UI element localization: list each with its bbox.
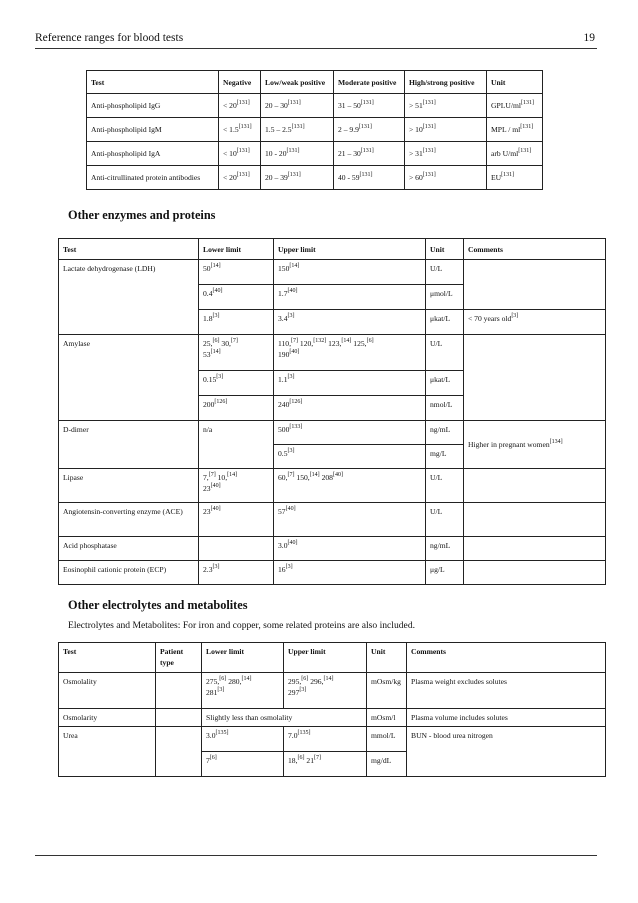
citation[interactable]: [40] [287,540,298,546]
citation[interactable]: [14] [210,263,221,269]
col-header: Test [59,239,199,260]
citation[interactable]: [3] [212,564,220,570]
cell: μkat/L [426,371,464,396]
citation[interactable]: [131] [358,124,372,130]
test-name: Osmolality [59,673,156,709]
citation[interactable]: [131] [236,100,250,106]
cell: 150[14] [274,260,426,285]
cell: > 60[131] [405,166,487,190]
citation[interactable]: [131] [287,100,301,106]
cell: 40 - 59[131] [334,166,405,190]
citation[interactable]: [7] [314,755,321,761]
citation[interactable]: [135] [297,730,311,736]
cell: 295,[6] 296,[14] 297[3] [284,673,367,709]
table-header-row [59,643,606,673]
running-title: Reference ranges for blood tests [35,32,184,44]
cell: 57[40] [274,503,426,537]
col-header: Upper limit [284,643,367,673]
citation[interactable]: [7] [287,472,295,478]
citation[interactable]: [14] [210,349,221,355]
cell: mOsm/l [367,709,407,727]
test-name: Angiotensin-converting enzyme (ACE) [59,503,199,537]
test-name: Anti-phospholipid IgA [87,142,219,166]
citation[interactable]: [131] [360,100,374,106]
citation[interactable]: [14] [323,676,334,682]
enzymes-table [58,238,606,585]
citation[interactable]: [14] [227,472,238,478]
col-header: Test [59,643,156,673]
cell [464,503,606,537]
citation[interactable]: [40] [210,483,221,489]
cell: MPL / ml[131] [487,118,543,142]
cell [464,335,606,421]
table-row [59,537,606,561]
cell: < 20[131] [219,166,261,190]
cell: < 10[131] [219,142,261,166]
citation[interactable]: [40] [210,506,221,512]
cell: 1.1[3] [274,371,426,396]
cell: 110,[7] 120,[132] 123,[14] 125,[6] 190[40] [274,335,426,371]
test-name: Eosinophil cationic protein (ECP) [59,561,199,585]
cell: 275,[6] 280,[14] 281[3] [202,673,284,709]
citation[interactable]: [131] [238,124,252,130]
citation[interactable]: [3] [216,374,224,380]
citation[interactable]: [3] [287,448,295,454]
cell: n/a [199,421,274,469]
citation[interactable]: [40] [285,506,296,512]
footer-rule [35,855,597,856]
citation[interactable]: [131] [359,172,373,178]
citation[interactable]: [14] [289,263,300,269]
citation[interactable]: [40] [332,472,343,478]
table-row [59,260,606,285]
cell: 2.3[3] [199,561,274,585]
citation[interactable]: [131] [422,100,436,106]
cell: 3.4[3] [274,310,426,335]
col-header: Low/weak positive [261,71,334,94]
table-row [59,709,606,727]
col-header: High/strong positive [405,71,487,94]
table-row [87,166,543,190]
cell: 7.0[135] [284,727,367,752]
cell [199,537,274,561]
citation[interactable]: [14] [241,676,252,682]
cell: GPLU/ml[131] [487,94,543,118]
citation[interactable]: [6] [219,676,227,682]
citation[interactable]: [3] [212,313,220,319]
col-header: Moderate positive [334,71,405,94]
col-header: Lower limit [199,239,274,260]
citation[interactable]: [131] [520,124,534,130]
cell: μkat/L [426,310,464,335]
test-name: D-dimer [59,421,199,469]
citation[interactable]: [6] [301,676,309,682]
test-name: Amylase [59,335,199,421]
cell: 500[133] [274,421,426,445]
cell [464,260,606,310]
citation[interactable]: [131] [291,124,305,130]
citation[interactable]: [40] [212,288,223,294]
citation[interactable]: [131] [520,100,534,106]
cell: 3.0[135] [202,727,284,752]
cell: 240[126] [274,396,426,421]
cell: mOsm/kg [367,673,407,709]
col-header: Comments [464,239,606,260]
cell: EU[131] [487,166,543,190]
citation[interactable]: [131] [287,172,301,178]
citation[interactable]: [6] [297,755,305,761]
cell: < 1.5[131] [219,118,261,142]
citation[interactable]: [40] [289,349,300,355]
cell: > 10[131] [405,118,487,142]
cell: 0.15[3] [199,371,274,396]
citation[interactable]: [3] [287,313,295,319]
cell: 20 – 30[131] [261,94,334,118]
citation[interactable]: [6] [212,338,220,344]
citation[interactable]: [131] [286,148,300,154]
col-header: Unit [367,643,407,673]
citation[interactable]: [131] [236,172,250,178]
cell: arb U/ml[131] [487,142,543,166]
cell: Slightly less than osmolality [202,709,367,727]
citation[interactable]: [14] [309,472,320,478]
citation[interactable]: [131] [422,124,436,130]
citation[interactable]: [14] [341,338,352,344]
table-row [59,335,606,371]
test-name: Lactate dehydrogenase (LDH) [59,260,199,335]
test-name: Anti-phospholipid IgM [87,118,219,142]
page-header [35,30,597,49]
test-name: Anti-citrullinated protein antibodies [87,166,219,190]
cell: 0.5[3] [274,445,426,469]
test-name: Lipase [59,469,199,503]
col-header: Lower limit [202,643,284,673]
cell: 0.4[40] [199,285,274,310]
citation[interactable]: [3] [511,313,519,319]
cell: 20 – 39[131] [261,166,334,190]
cell: U/L [426,469,464,503]
cell: nmol/L [426,396,464,421]
citation[interactable]: [131] [422,148,436,154]
table-row [87,94,543,118]
cell: 31 – 50[131] [334,94,405,118]
citation[interactable]: [6] [366,338,374,344]
cell: 16[3] [274,561,426,585]
cell: 3.0[40] [274,537,426,561]
cell: < 20[131] [219,94,261,118]
citation[interactable]: [131] [501,172,515,178]
cell [464,469,606,503]
cell: 7,[7] 10,[14] 23[40] [199,469,274,503]
cell: < 70 years old[3] [464,310,606,335]
col-header: Unit [487,71,543,94]
cell: U/L [426,335,464,371]
citation[interactable]: [135] [215,730,229,736]
citation[interactable]: [131] [236,148,250,154]
cell: Plasma weight excludes solutes [407,673,606,709]
table-row [59,561,606,585]
citation[interactable]: [131] [360,148,374,154]
col-header: Test [87,71,219,94]
col-header: Patient type [156,643,202,673]
citation[interactable]: [131] [518,148,532,154]
citation[interactable]: [134] [549,439,563,445]
test-name: Anti-phospholipid IgG [87,94,219,118]
citation[interactable]: [7] [291,338,299,344]
cell: 1.8[3] [199,310,274,335]
table-header-row [59,239,606,260]
cell: 7[6] [202,752,284,777]
cell: Plasma volume includes solutes [407,709,606,727]
cell: 2 – 9.9[131] [334,118,405,142]
citation[interactable]: [3] [287,374,295,380]
citation[interactable]: [40] [287,288,298,294]
citation[interactable]: [132] [313,338,327,344]
section-heading: Other enzymes and proteins [68,208,216,222]
table-row [87,118,543,142]
cell: 25,[6] 30,[7] 53[14] [199,335,274,371]
citation[interactable]: [3] [285,564,293,570]
citation[interactable]: [126] [214,399,228,405]
col-header: Unit [426,239,464,260]
cell: > 31[131] [405,142,487,166]
cell: U/L [426,503,464,537]
cell: ng/mL [426,537,464,561]
cell: 23[40] [199,503,274,537]
cell: ng/mL [426,421,464,445]
citation[interactable]: [133] [289,424,303,430]
cell: mg/L [426,445,464,469]
table-row [59,727,606,752]
table-row [87,142,543,166]
cell: mmol/L [367,727,407,752]
col-header: Negative [219,71,261,94]
table-header-row [87,71,543,94]
cell: 1.5 – 2.5[131] [261,118,334,142]
cell: 60,[7] 150,[14] 208[40] [274,469,426,503]
cell [156,727,202,777]
cell: BUN - blood urea nitrogen [407,727,606,777]
citation[interactable]: [6] [209,755,217,761]
cell: 50[14] [199,260,274,285]
page-number: 19 [583,32,595,44]
section-heading: Other electrolytes and metabolites [68,598,248,612]
test-name: Acid phosphatase [59,537,199,561]
cell [156,709,202,727]
table-row [59,421,606,445]
test-name: Osmolarity [59,709,156,727]
antibody-table [86,70,543,190]
cell: mg/dL [367,752,407,777]
citation[interactable]: [7] [230,338,238,344]
cell [156,673,202,709]
citation[interactable]: [7] [208,472,216,478]
col-header: Upper limit [274,239,426,260]
cell [464,561,606,585]
cell: > 51[131] [405,94,487,118]
table-row [59,503,606,537]
cell: 21 – 30[131] [334,142,405,166]
citation[interactable]: [126] [289,399,303,405]
cell: 10 - 20[131] [261,142,334,166]
test-name: Urea [59,727,156,777]
cell: 1.7[40] [274,285,426,310]
cell: U/L [426,260,464,285]
citation[interactable]: [3] [299,687,307,693]
cell: μmol/L [426,285,464,310]
cell [464,537,606,561]
cell: μg/L [426,561,464,585]
electrolytes-table [58,642,606,777]
citation[interactable]: [131] [422,172,436,178]
table-row [59,673,606,709]
section-intro: Electrolytes and Metabolites: For iron and copper, some related proteins are also included. [68,620,416,631]
col-header: Comments [407,643,606,673]
cell: Higher in pregnant women[134] [464,421,606,469]
table-row [59,469,606,503]
citation[interactable]: [3] [217,687,225,693]
cell: 200[126] [199,396,274,421]
cell: 18,[6] 21[7] [284,752,367,777]
